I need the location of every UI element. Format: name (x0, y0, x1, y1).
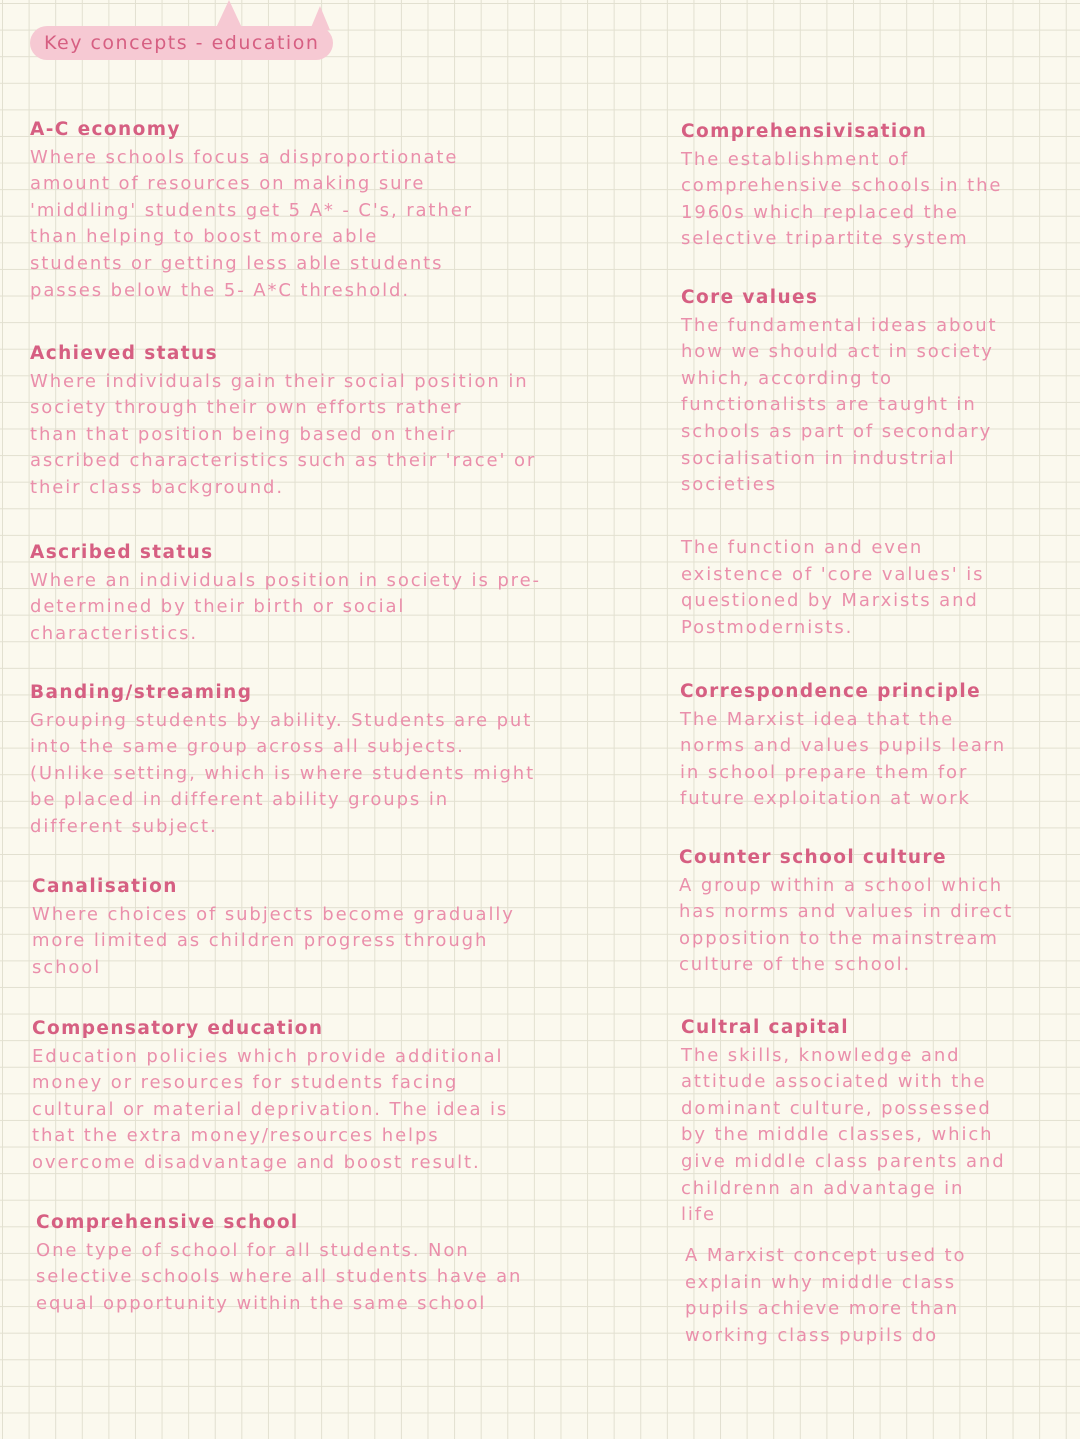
definition-line: 1960s which replaced the (681, 201, 959, 223)
glossary-entry (36, 1210, 522, 1317)
definition-line: The establishment of (681, 148, 910, 170)
definition-line: amount of resources on making sure (30, 173, 426, 195)
definition-line: how we should act in society (681, 341, 994, 363)
term-heading: Comprehensivisation (681, 121, 928, 142)
term-heading: A-C economy (30, 119, 181, 140)
glossary-entry (681, 1015, 1006, 1229)
definition-line: Where schools focus a disproportionate (30, 146, 459, 168)
term-definition (32, 902, 515, 982)
definition-line: childrenn an advantage in (681, 1177, 965, 1199)
glossary-entry (30, 341, 536, 502)
definition-line: characteristics. (30, 622, 199, 644)
definition-line: more limited as children progress through (32, 930, 489, 952)
term-definition (30, 145, 473, 305)
definition-line: socialisation in industrial (681, 447, 956, 469)
glossary-entry (32, 874, 515, 981)
definition-line: One type of school for all students. Non (36, 1239, 470, 1261)
term-definition (30, 568, 541, 648)
term-definition (681, 1043, 1006, 1229)
definition-line: Where choices of subjects become gradually (32, 903, 515, 925)
definition-line: The skills, knowledge and (681, 1044, 961, 1066)
term-heading: Correspondence principle (680, 681, 982, 702)
definition-line: that the extra money/resources helps (32, 1125, 440, 1147)
term-definition (681, 147, 1002, 253)
definition-line: school (32, 956, 102, 978)
definition-line: which, according to (681, 367, 893, 389)
term-heading: Banding/streaming (30, 682, 253, 703)
definition-line: (Unlike setting, which is where students might (30, 762, 536, 784)
definition-line: overcome disadvantage and boost result. (32, 1151, 481, 1173)
definition-line: dominant culture, possessed (681, 1097, 992, 1119)
glossary-entry (681, 285, 998, 499)
glossary-entry (679, 845, 1013, 979)
note-line: questioned by Marxists and (681, 590, 979, 612)
term-definition (36, 1238, 522, 1318)
definition-line: cultural or material deprivation. The idea is (32, 1098, 509, 1120)
glossary-entry (30, 117, 473, 304)
term-heading: Canalisation (32, 876, 178, 897)
term-definition (681, 313, 998, 499)
definition-line: society through their own efforts rather (30, 397, 463, 419)
term-heading: Cultral capital (681, 1017, 850, 1038)
note-line: working class pupils do (685, 1324, 939, 1346)
definition-line: schools as part of secondary (681, 420, 993, 442)
definition-line: Education policies which provide additional (32, 1045, 504, 1067)
glossary-entry (32, 1016, 508, 1177)
term-definition (30, 369, 536, 502)
definition-line: A group within a school which (679, 874, 1004, 896)
definition-line: societies (681, 474, 777, 496)
glossary-entry (30, 680, 535, 841)
note-line: pupils achieve more than (685, 1298, 960, 1320)
definition-line: ascribed characteristics such as their 'race' or (30, 450, 537, 472)
definition-line: life (681, 1204, 717, 1226)
note-line: existence of 'core values' is (681, 563, 985, 585)
definition-line: has norms and values in direct (679, 901, 1014, 923)
definition-line: into the same group across all subjects. (30, 736, 465, 758)
definition-line: different subject. (30, 815, 218, 837)
definition-line: students or getting less able students (30, 252, 444, 274)
note-line: A Marxist concept used to (685, 1245, 967, 1266)
term-definition (32, 1044, 508, 1177)
term-heading: Core values (681, 287, 819, 308)
definition-line: equal opportunity within the same school (36, 1292, 487, 1314)
definition-line: than that position being based on their (30, 423, 457, 445)
definition-line: culture of the school. (679, 954, 912, 976)
term-heading: Achieved status (30, 343, 218, 364)
note-line: The function and even (681, 537, 924, 558)
definition-line: determined by their birth or social (30, 596, 406, 618)
term-definition (30, 708, 535, 841)
definition-line: The Marxist idea that the (680, 708, 955, 730)
definition-line: The fundamental ideas about (681, 314, 998, 336)
definition-line: 'middling' students get 5 A* - C's, rather (30, 199, 473, 221)
definition-line: attitude associated with the (681, 1071, 987, 1093)
note-line: explain why middle class (685, 1271, 956, 1293)
definition-line: comprehensive schools in the (681, 175, 1003, 197)
page-title: Key concepts - education (44, 32, 320, 54)
definition-line: in school prepare them for (680, 761, 969, 783)
definition-line: opposition to the mainstream (679, 927, 999, 949)
term-definition (679, 873, 1013, 979)
definition-line: money or resources for students facing (32, 1072, 459, 1094)
title-highlight (30, 26, 333, 60)
term-note (681, 535, 984, 641)
definition-line: than helping to boost more able (30, 226, 379, 248)
definition-line: selective tripartite system (681, 228, 969, 250)
definition-line: functionalists are taught in (681, 394, 977, 416)
term-heading: Comprehensive school (36, 1212, 299, 1233)
glossary-entry (30, 540, 541, 647)
definition-line: Where individuals gain their social position in (30, 370, 529, 392)
definition-line: future exploitation at work (680, 788, 971, 810)
definition-line: give middle class parents and (681, 1150, 1006, 1172)
term-heading: Ascribed status (30, 542, 214, 563)
definition-line: by the middle classes, which (681, 1124, 994, 1146)
definition-line: their class background. (30, 476, 284, 498)
definition-line: passes below the 5- A*C threshold. (30, 279, 410, 301)
term-heading: Counter school culture (679, 847, 947, 868)
definition-line: Grouping students by ability. Students are put (30, 709, 533, 731)
definition-line: norms and values pupils learn (680, 735, 1007, 757)
term-definition (680, 707, 1006, 813)
term-note (685, 1243, 966, 1349)
glossary-entry (680, 679, 1006, 813)
definition-line: be placed in different ability groups in (30, 789, 450, 811)
definition-line: Where an individuals position in society is pre- (30, 569, 541, 591)
note-line: Postmodernists. (681, 616, 854, 638)
term-heading: Compensatory education (32, 1018, 324, 1039)
definition-line: selective schools where all students have an (36, 1266, 523, 1288)
glossary-entry (681, 119, 1002, 253)
